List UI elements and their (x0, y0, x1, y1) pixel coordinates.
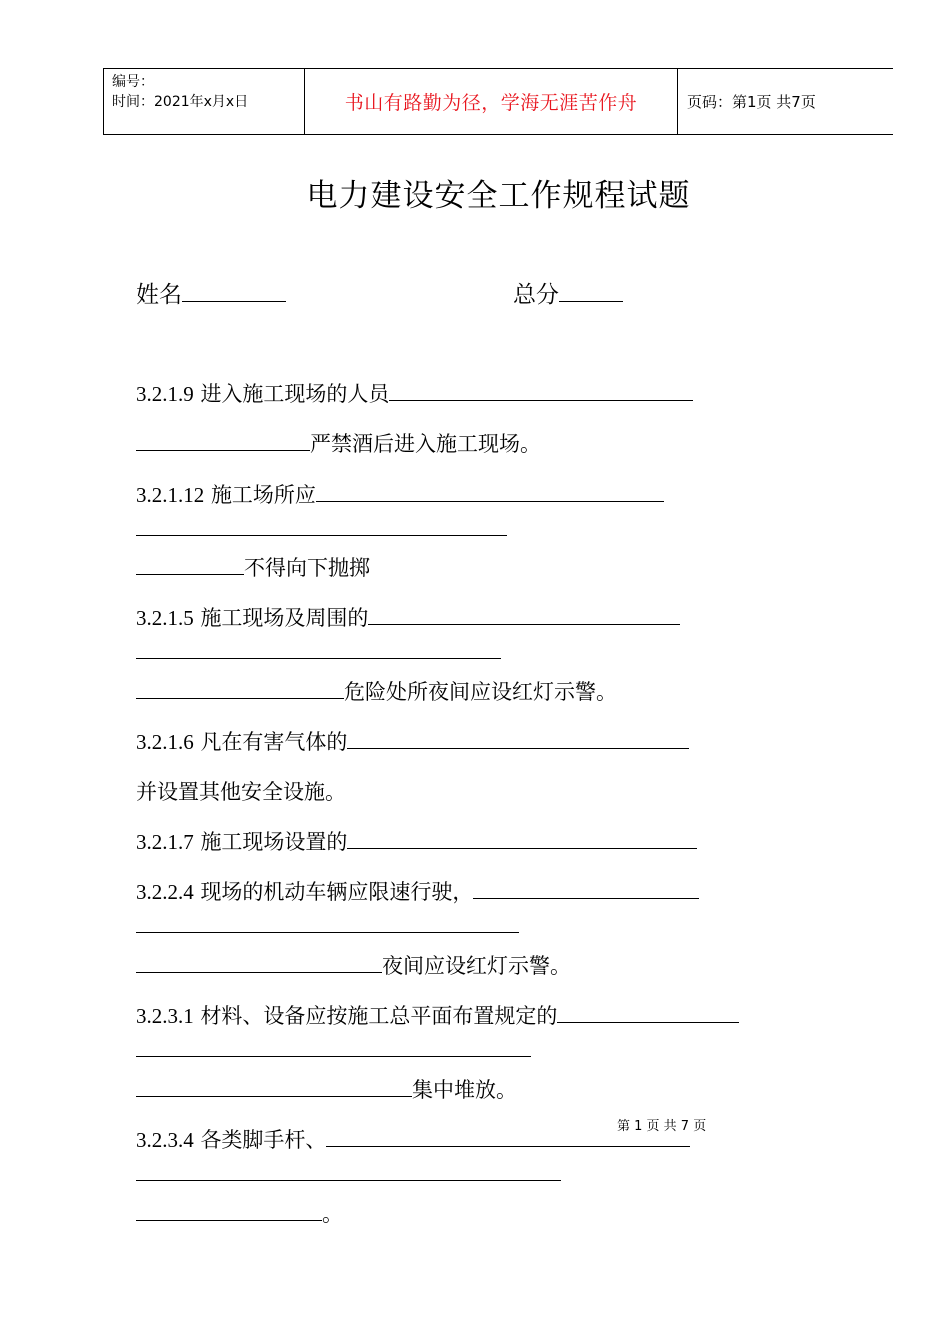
question-line (136, 1074, 517, 1104)
question-number: 3.2.1.5 (136, 606, 194, 630)
question-line (136, 1124, 690, 1154)
answer-blank[interactable] (136, 517, 507, 536)
answer-blank[interactable] (389, 382, 693, 401)
answer-blank[interactable] (316, 483, 664, 502)
answer-blank[interactable] (136, 1078, 412, 1097)
answer-blank[interactable] (347, 830, 697, 849)
question-text: 施工现场设置的 (200, 830, 348, 854)
question-line (136, 479, 664, 509)
answer-blank[interactable] (368, 606, 680, 625)
answer-blank[interactable] (136, 1162, 561, 1181)
answer-blank[interactable] (473, 880, 699, 899)
question-line (136, 602, 680, 632)
question-line (136, 1038, 531, 1062)
header-table (103, 68, 893, 135)
question-line (136, 776, 346, 806)
question-number: 3.2.3.4 (136, 1128, 194, 1152)
question-text: 凡在有害气体的 (200, 730, 348, 754)
score-label: 总分 (513, 282, 559, 308)
question-text: 夜间应设红灯示警。 (382, 954, 571, 978)
question-line (136, 726, 689, 756)
question-line (136, 1000, 739, 1030)
question-line (136, 428, 541, 458)
answer-blank[interactable] (136, 680, 344, 699)
question-text: 施工现场及周围的 (200, 606, 369, 630)
question-number: 3.2.3.1 (136, 1004, 194, 1028)
answer-blank[interactable] (136, 640, 501, 659)
question-number: 3.2.2.4 (136, 880, 194, 904)
question-line (136, 552, 370, 582)
question-number: 3.2.1.7 (136, 830, 194, 854)
answer-blank[interactable] (136, 432, 310, 451)
name-label: 姓名 (136, 282, 182, 308)
question-line (136, 914, 519, 938)
answer-blank[interactable] (136, 556, 244, 575)
answer-blank[interactable] (136, 1202, 322, 1221)
question-line (136, 950, 571, 980)
question-text: 严禁酒后进入施工现场。 (310, 432, 541, 456)
page-info-cell (678, 69, 893, 134)
question-line (136, 517, 507, 541)
question-line (136, 676, 617, 706)
name-blank[interactable] (182, 281, 286, 302)
answer-blank[interactable] (347, 730, 689, 749)
question-text: 并设置其他安全设施。 (136, 780, 346, 804)
question-text: 不得向下抛掷 (244, 556, 370, 580)
question-line (136, 826, 697, 856)
number-label: 编号： (112, 74, 154, 90)
question-text: 集中堆放。 (412, 1078, 517, 1102)
question-number: 3.2.1.6 (136, 730, 194, 754)
question-text: 施工场所应 (210, 483, 316, 507)
question-number: 3.2.1.9 (136, 382, 194, 406)
name-field (136, 276, 286, 309)
question-line (136, 640, 501, 664)
score-blank[interactable] (559, 281, 623, 302)
score-field (513, 276, 623, 309)
motto-cell (305, 69, 678, 134)
question-line (136, 1162, 561, 1186)
page-footer: 第 1 页 共 7 页 (617, 1119, 707, 1134)
question-text: 材料、设备应按施工总平面布置规定的 (200, 1004, 558, 1028)
header-info-cell (104, 69, 305, 134)
question-line (136, 378, 693, 408)
question-text: 各类脚手杆、 (200, 1128, 327, 1152)
question-text: 危险处所夜间应设红灯示警。 (344, 680, 617, 704)
answer-blank[interactable] (136, 914, 519, 933)
page-info-text: 页码：第1页 共7页 (687, 93, 816, 111)
question-text: 。 (322, 1202, 343, 1226)
question-line (136, 1198, 343, 1228)
question-number: 3.2.1.12 (136, 483, 205, 507)
question-line (136, 876, 699, 906)
question-text: 进入施工现场的人员 (200, 382, 390, 406)
answer-blank[interactable] (557, 1004, 739, 1023)
answer-blank[interactable] (136, 954, 382, 973)
time-label: 时间：2021年x月x日 (112, 94, 249, 110)
question-text: 现场的机动车辆应限速行驶， (200, 880, 474, 904)
motto-text: 书山有路勤为径，学海无涯苦作舟 (344, 92, 638, 114)
answer-blank[interactable] (136, 1038, 531, 1057)
page-title: 电力建设安全工作规程试题 (306, 178, 691, 214)
